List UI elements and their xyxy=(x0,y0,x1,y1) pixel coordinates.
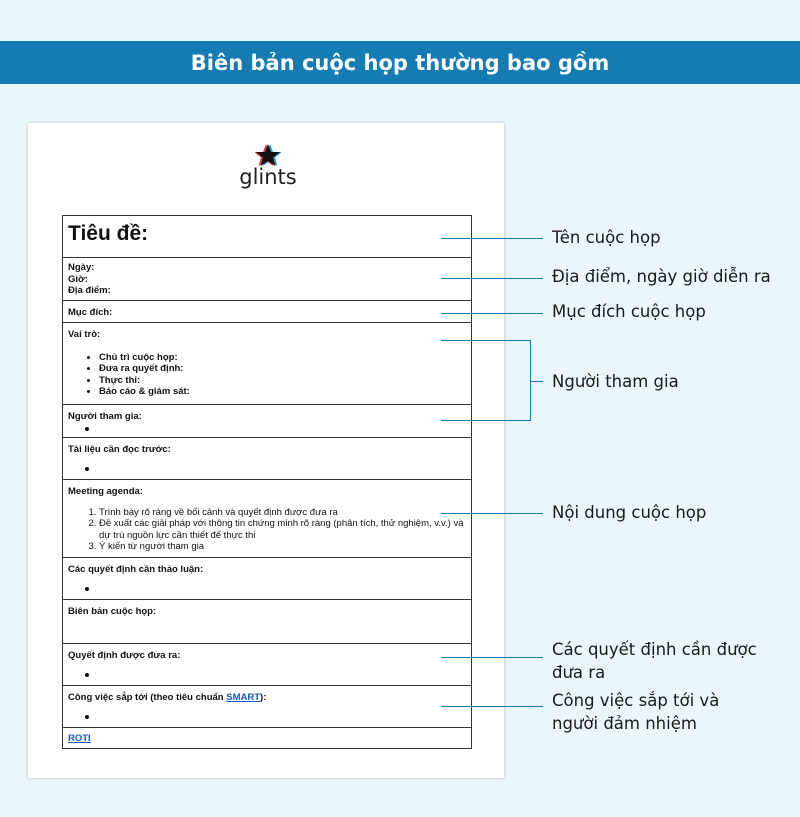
purpose-row xyxy=(63,301,471,323)
connector-title xyxy=(441,238,543,239)
connector-attendees-top xyxy=(441,340,531,341)
next-tasks-text: Công việc sắp tới (theo tiêu chuẩn xyxy=(68,692,227,703)
annotation-attendees: Người tham gia xyxy=(552,372,679,391)
roti-link[interactable]: ROTI xyxy=(68,733,91,744)
minutes-row xyxy=(63,600,471,644)
list-item: 1. Trình bày rõ ràng về bối cảnh và quyết định được đưa ra xyxy=(99,507,466,519)
agenda-list xyxy=(68,507,466,553)
banner-title: Biên bản cuộc họp thường bao gồm xyxy=(0,41,800,84)
annotation-content: Nội dung cuộc họp xyxy=(552,503,707,522)
list-item: 2. Đề xuất các giải pháp với thông tin chứng minh rõ ràng (phân tích, thử nghiệm, v.v.) và dự trù nguồn lực cần thiết để thực thi xyxy=(99,518,466,541)
datetime-row xyxy=(63,258,471,301)
decisions-made-row xyxy=(63,644,471,686)
minutes-label: Biên bản cuộc họp: xyxy=(68,606,157,617)
bullet xyxy=(85,427,89,431)
annotation-tasks xyxy=(552,689,719,735)
glints-logo xyxy=(236,143,300,189)
list-item: • Thực thi: xyxy=(99,375,466,387)
star-icon xyxy=(255,143,281,167)
roles-label: Vai trò: xyxy=(68,329,101,340)
roles-row xyxy=(63,323,471,405)
bullet xyxy=(85,715,89,719)
decisions-discuss-row xyxy=(63,558,471,600)
title-label: Tiêu đề: xyxy=(68,222,149,245)
decisions-made-label: Quyết định được đưa ra: xyxy=(68,650,181,661)
attendees-row xyxy=(63,405,471,438)
connector-place-time xyxy=(441,278,543,279)
next-tasks-row xyxy=(63,686,471,728)
meeting-minutes-form xyxy=(62,215,472,749)
list-item: • Chủ trì cuộc họp: xyxy=(99,352,466,364)
annotation-decisions-line2: đưa ra xyxy=(552,663,606,682)
attendees-label: Người tham gia: xyxy=(68,411,142,422)
time-label: Giờ: xyxy=(68,273,88,285)
smart-link[interactable]: SMART xyxy=(226,692,261,703)
roti-row xyxy=(63,728,471,748)
next-tasks-label xyxy=(68,692,466,704)
decisions-discuss-label: Các quyết định cần thảo luận: xyxy=(68,564,204,575)
annotation-title: Tên cuộc họp xyxy=(552,228,661,247)
pre-read-label: Tài liệu cần đọc trước: xyxy=(68,444,171,455)
roles-list xyxy=(68,352,466,398)
agenda-row xyxy=(63,480,471,558)
bullet xyxy=(85,673,89,677)
place-label: Địa điểm: xyxy=(68,285,111,296)
annotation-tasks-line1: Công việc sắp tới và xyxy=(552,691,720,710)
list-item: • Báo cáo & giám sát: xyxy=(99,386,466,398)
agenda-label: Meeting agenda: xyxy=(68,486,143,497)
connector-content xyxy=(441,513,543,514)
purpose-label: Mục đích: xyxy=(68,307,113,318)
bullet xyxy=(85,467,89,471)
annotation-decisions-line1: Các quyết định cần được xyxy=(552,640,757,659)
list-item: 3. Ý kiến từ người tham gia xyxy=(99,541,466,553)
connector-purpose xyxy=(441,313,543,314)
connector-tasks xyxy=(441,706,543,707)
annotation-place-time: Địa điểm, ngày giờ diễn ra xyxy=(552,267,771,286)
connector-attendees-bottom xyxy=(441,420,531,421)
list-item: • Đưa ra quyết định: xyxy=(99,363,466,375)
date-label: Ngày: xyxy=(68,262,95,273)
connector-decisions xyxy=(441,657,543,658)
bullet xyxy=(85,587,89,591)
pre-read-row xyxy=(63,438,471,480)
next-tasks-suffix: ): xyxy=(260,692,267,703)
annotation-decisions xyxy=(552,638,757,684)
connector-attendees-label xyxy=(530,381,543,382)
title-row xyxy=(63,216,471,258)
annotation-tasks-line2: người đảm nhiệm xyxy=(552,714,697,733)
annotation-purpose: Mục đích cuộc họp xyxy=(552,302,706,321)
logo-text: glints xyxy=(239,165,297,189)
